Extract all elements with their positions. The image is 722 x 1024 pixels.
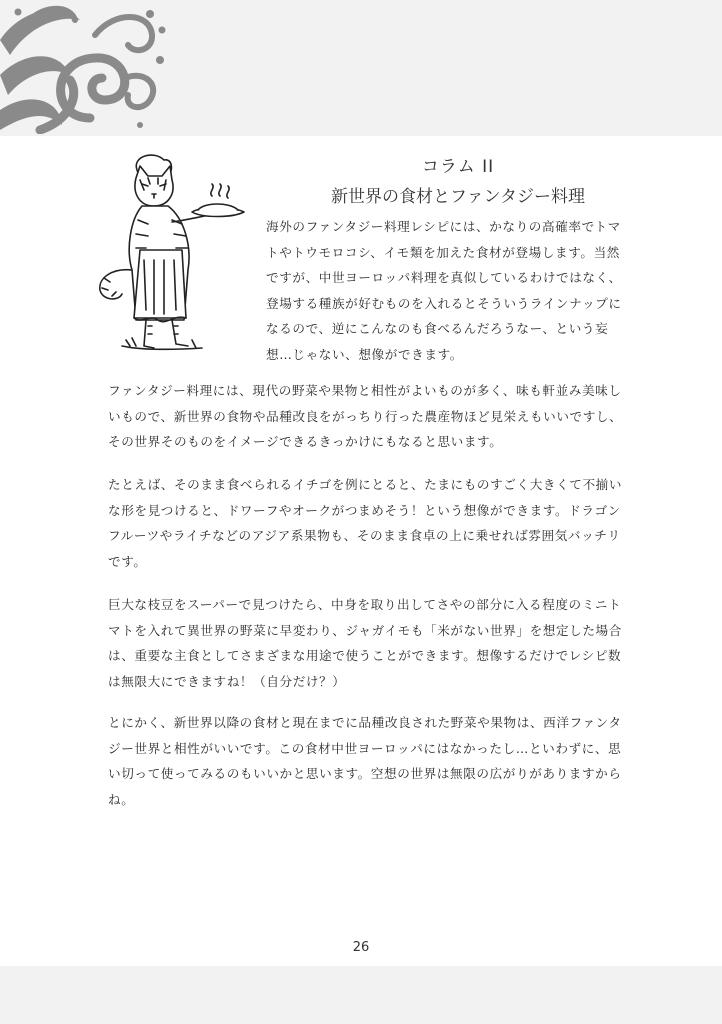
corner-ornament-icon <box>0 0 170 134</box>
column-title: 新世界の食材とファンタジー料理 <box>331 187 585 207</box>
page-number: 26 <box>352 940 370 955</box>
footer-band <box>0 966 722 1024</box>
body-paragraph-2: たとえば、そのまま食べられるイチゴを例にとると、たまにものすごく大きくて不揃いな形を見つけると、ドワーフやオークがつまめそう！という想像ができます。ドラゴンフルーツやライチなどのアジア系果物も、そのまま食卓の上に乗せれば雰囲気バッチリです。 <box>108 477 623 569</box>
cat-chef-illustration <box>92 150 252 356</box>
body-paragraph-4: とにかく、新世界以降の食材と現在までに品種改良された野菜や果物は、西洋ファンタジー世界と相性がいいです。この食材中世ヨーロッパにはなかったし…といわずに、思い切って使ってみるのもいいかと思います。空想の世界は無限の広がりがありますからね。 <box>108 715 622 807</box>
column-label: コラム II <box>421 157 495 177</box>
body-paragraph-3: 巨大な枝豆をスーパーで見つけたら、中身を取り出してさやの部分に入る程度のミニトマトを入れて異世界の野菜に早変わり、ジャガイモも「米がない世界」を想定した場合は、重要な主食としてさまざまな用途で使うことができます。想像するだけでレシピ数は無限大にできますね！（自分だけ？） <box>108 597 622 689</box>
body-paragraph-1: ファンタジー料理には、現代の野菜や果物と相性がよいものが多く、味も軒並み美味しいもので、新世界の食物や品種改良をがっちり行った農産物ほど見栄えもいいですし、その世界そのものをイメージできるきっかけにもなると思います。 <box>108 383 623 450</box>
intro-paragraph: 海外のファンタジー料理レシピには、かなりの高確率でトマトやトウモロコシ、イモ類を加えた食材が登場します。当然ですが、中世ヨーロッパ料理を真似しているわけではなく、登場する種族が好むものを入れるとそういうラインナップになるので、逆にこんなのも食べるんだろうなー、という妄想…じゃない、想像ができます。 <box>266 219 622 362</box>
